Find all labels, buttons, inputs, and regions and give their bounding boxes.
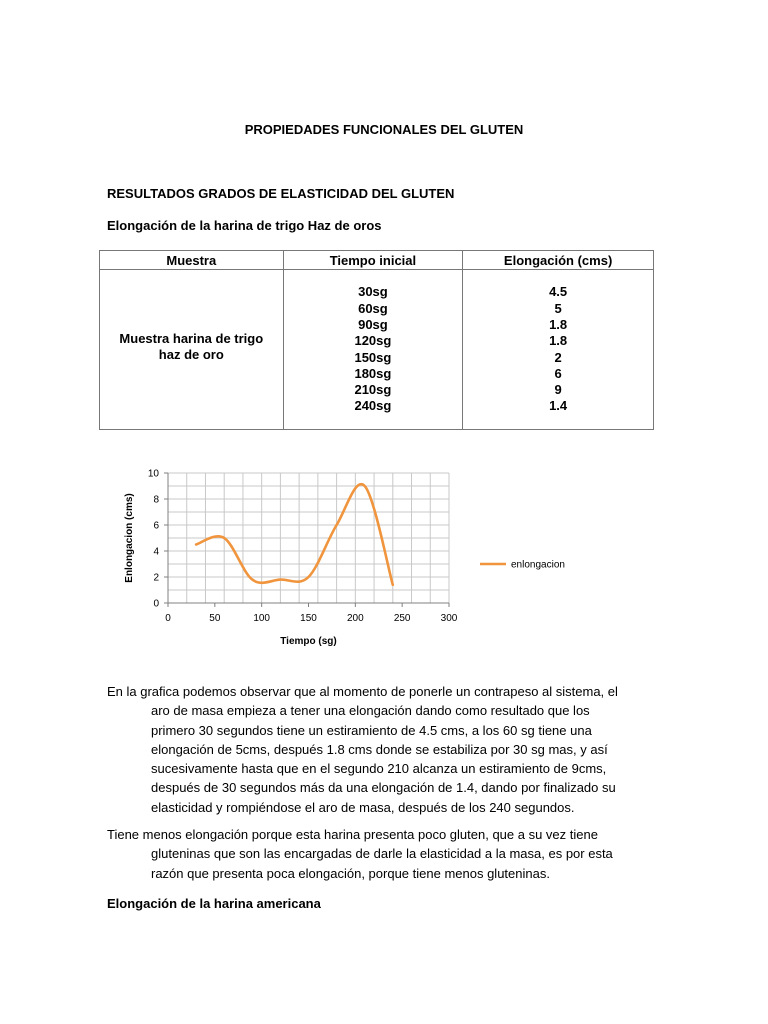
elongation-value: 1.8 bbox=[549, 316, 568, 332]
y-tick-label: 2 bbox=[153, 572, 159, 584]
times-cell bbox=[283, 270, 463, 430]
elongation-value: 4.5 bbox=[549, 284, 568, 300]
table-row bbox=[100, 270, 654, 430]
x-tick-label: 250 bbox=[393, 613, 411, 624]
header-elongacion: Elongación (cms) bbox=[463, 251, 654, 270]
paragraph-line: sucesivamente hasta que en el segundo 210 alcanza un estiramiento de 9cms, bbox=[151, 761, 607, 777]
elongations-list bbox=[463, 284, 653, 414]
y-tick-label: 4 bbox=[153, 546, 159, 558]
time-value: 180sg bbox=[354, 365, 392, 381]
time-value: 210sg bbox=[354, 382, 392, 398]
y-tick-label: 0 bbox=[153, 598, 159, 610]
elongation-value: 1.8 bbox=[549, 333, 568, 349]
x-axis-label: Tiempo (sg) bbox=[280, 636, 337, 647]
document-title: PROPIEDADES FUNCIONALES DEL GLUTEN bbox=[244, 122, 524, 137]
trigo-heading: Elongación de la harina de trigo Haz de oros bbox=[107, 218, 382, 233]
paragraph-line: gluteninas que son las encargadas de darle la elasticidad a la masa, es por esta bbox=[151, 846, 613, 862]
x-tick-label: 100 bbox=[253, 613, 271, 624]
elongation-value: 2 bbox=[554, 349, 562, 365]
time-value: 240sg bbox=[354, 398, 392, 414]
x-tick-label: 150 bbox=[300, 613, 317, 624]
results-table bbox=[99, 250, 654, 430]
sample-label-line1: Muestra harina de trigo bbox=[119, 330, 264, 346]
header-muestra: Muestra bbox=[100, 251, 284, 270]
y-tick-label: 10 bbox=[147, 468, 159, 480]
elongation-value: 1.4 bbox=[549, 398, 568, 414]
elongation-value: 6 bbox=[554, 365, 562, 381]
paragraph-line: elongación de 5cms, después 1.8 cms donde se estabiliza por 30 sg mas, y así bbox=[151, 741, 608, 757]
y-tick-label: 8 bbox=[153, 494, 159, 506]
paragraph-conclusion bbox=[107, 825, 667, 883]
elongation-value: 9 bbox=[554, 382, 562, 398]
americana-heading: Elongación de la harina americana bbox=[107, 896, 321, 911]
legend-label: enlongacion bbox=[511, 559, 565, 571]
y-axis-label: Enlongacion (cms) bbox=[124, 493, 135, 583]
y-tick-label: 6 bbox=[153, 520, 159, 532]
paragraph-line: En la grafica podemos observar que al momento de ponerle un contrapeso al sistema, el bbox=[107, 684, 618, 699]
paragraph-analysis bbox=[107, 682, 667, 817]
elongation-value: 5 bbox=[554, 300, 562, 316]
paragraph-line: razón que presenta poca elongación, porque tiene menos gluteninas. bbox=[151, 865, 550, 881]
time-value: 120sg bbox=[354, 333, 392, 349]
x-tick-label: 50 bbox=[209, 613, 221, 624]
time-value: 30sg bbox=[358, 284, 388, 300]
x-tick-label: 200 bbox=[346, 613, 364, 624]
times-list bbox=[284, 284, 463, 414]
header-tiempo: Tiempo inicial bbox=[283, 251, 463, 270]
elongations-cell bbox=[463, 270, 654, 430]
paragraph-line: después de 30 segundos más da una elongación de 1.4, dando por finalizado su bbox=[151, 780, 616, 796]
paragraph-line: aro de masa empieza a tener una elongación dando como resultado que los bbox=[151, 703, 590, 719]
time-value: 90sg bbox=[358, 316, 388, 332]
elongation-chart bbox=[120, 460, 600, 660]
sample-cell bbox=[100, 270, 284, 430]
time-value: 60sg bbox=[358, 300, 388, 316]
x-tick-label: 300 bbox=[440, 613, 458, 624]
paragraph-line: Tiene menos elongación porque esta harina presenta poco gluten, que a su vez tiene bbox=[107, 827, 598, 842]
time-value: 150sg bbox=[354, 349, 392, 365]
paragraph-line: elasticidad y rompiéndose el aro de masa, después de los 240 segundos. bbox=[151, 799, 575, 815]
paragraph-line: primero 30 segundos tiene un estiramiento de 4.5 cms, a los 60 sg tiene una bbox=[151, 722, 592, 738]
results-heading: RESULTADOS GRADOS DE ELASTICIDAD DEL GLUTEN bbox=[107, 186, 455, 201]
x-tick-label: 0 bbox=[165, 613, 171, 624]
sample-label-line2: haz de oro bbox=[158, 346, 224, 362]
